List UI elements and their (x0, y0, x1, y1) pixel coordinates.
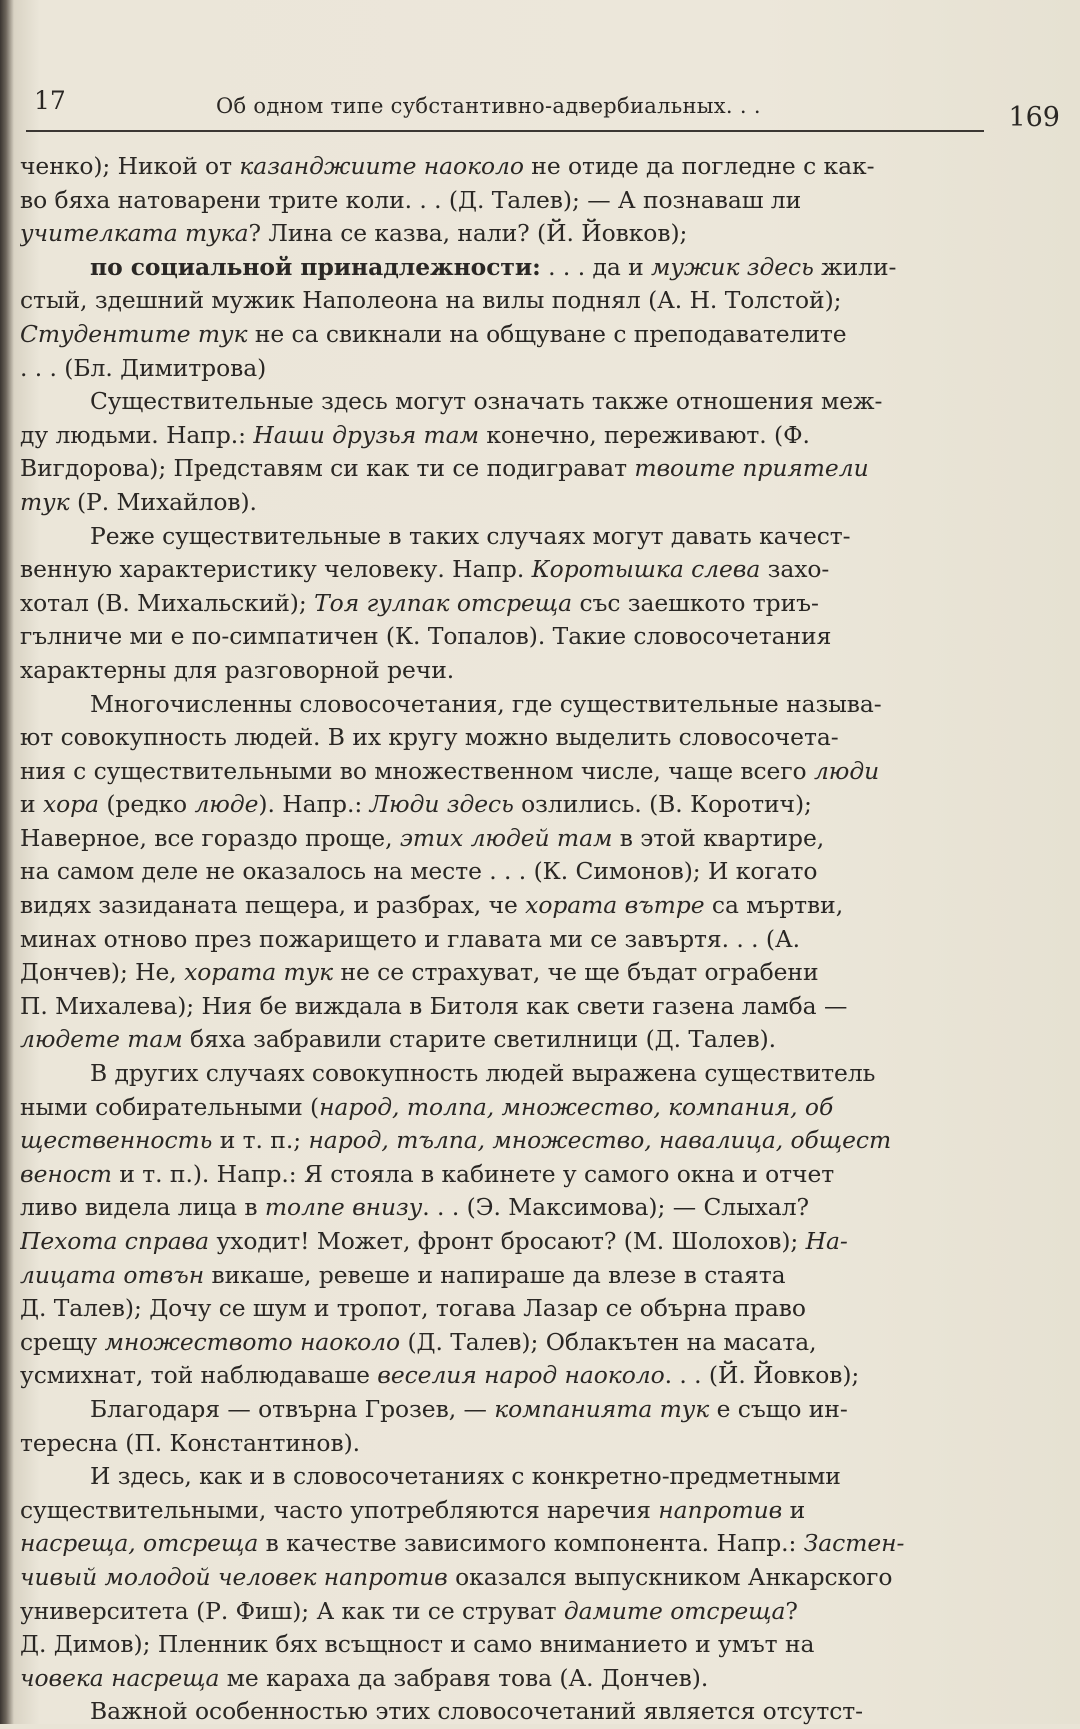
text-line (20, 1494, 980, 1528)
text-line (20, 855, 980, 889)
text-line (20, 1191, 980, 1225)
text-line (20, 452, 980, 486)
text-line (20, 419, 980, 453)
text-line (20, 1225, 980, 1259)
text-run: ными собирательными ( (20, 1092, 320, 1121)
text-line (20, 1158, 980, 1192)
text-run: Важной особенностью этих словосочетаний является отсутст- (90, 1697, 864, 1726)
text-run: не се страхуват, че ще бъдат ограбени (333, 958, 819, 987)
text-line (20, 385, 980, 419)
text-run: венную характеристику человеку. Напр. (20, 555, 532, 584)
italic-example: твоите приятели (634, 454, 869, 483)
text-line (20, 1091, 980, 1125)
text-run: В других случаях совокупность людей выражена существитель (90, 1059, 876, 1088)
text-run: ют совокупность людей. В их кругу можно выделить словосочета- (20, 723, 839, 752)
text-line (20, 889, 980, 923)
header-left-number: 17 (34, 86, 66, 115)
text-line (20, 1460, 980, 1494)
text-run: на самом деле не оказалось на месте . . . (К. Симонов); И когато (20, 857, 818, 886)
text-line (20, 1124, 980, 1158)
text-run: во бяха натоварени трите коли. . . (Д. Талев); — А познаваш ли (20, 185, 802, 214)
text-run: . . . (Бл. Димитрова) (20, 353, 267, 382)
text-line (20, 654, 980, 688)
italic-example: народ, тълпа, множество, навалица, общест (308, 1126, 892, 1155)
text-run: уходит! Может, фронт бросают? (М. Шолохов); (209, 1227, 806, 1255)
text-run: усмихнат, той наблюдаваше (20, 1361, 378, 1390)
text-run: . . . (Й. Йовков); (664, 1361, 860, 1390)
text-line (20, 486, 980, 520)
italic-example: веселия народ наоколо (377, 1361, 665, 1390)
italic-example: хората тук (184, 958, 334, 987)
body-text (20, 150, 980, 1729)
text-run: срещу (20, 1327, 105, 1356)
text-line (20, 587, 980, 621)
text-run: са мъртви, (704, 891, 844, 920)
text-run: е също ин- (709, 1394, 848, 1423)
text-line (20, 1662, 980, 1696)
text-run: видях зазиданата пещера, и разбрах, че (20, 891, 526, 920)
text-run: ду людьми. Напр.: (20, 420, 254, 449)
text-line (20, 352, 980, 386)
text-line (20, 553, 980, 587)
italic-example: Наши друзья там (253, 420, 479, 449)
text-run: (Р. Михайлов). (69, 487, 257, 516)
text-line (20, 1527, 980, 1561)
text-run: и т. п.). Напр.: Я стояла в кабинете у самого окна и отчет (111, 1159, 835, 1188)
text-run: не са свикнали на общуване с преподавателите (247, 319, 847, 348)
text-line (20, 217, 980, 251)
text-line (20, 520, 980, 554)
text-run: Дончев); Не, (20, 958, 185, 987)
text-run: существительными, часто употребляются наречия (20, 1495, 659, 1524)
text-run: тересна (П. Константинов). (20, 1428, 361, 1457)
italic-example: Люди здесь (369, 790, 514, 819)
italic-example: Коротышка слева (531, 555, 761, 584)
italic-example: люди (813, 756, 880, 785)
italic-example: казанджиите наоколо (239, 152, 524, 180)
text-run: (Д. Талев); Облакътен на масата, (400, 1327, 817, 1356)
italic-example: народ, толпа, множество, компания, об (319, 1092, 834, 1121)
text-line (20, 251, 980, 285)
italic-example: Студентите тук (20, 319, 248, 348)
italic-example: чивый молодой человек напротив (20, 1562, 448, 1591)
text-run: П. Михалева); Ния бе виждала в Битоля как свети газена ламба — (20, 991, 848, 1020)
text-line (20, 688, 980, 722)
running-header (26, 80, 1060, 133)
italic-example: Пехота справа (20, 1227, 210, 1255)
text-line (20, 1595, 980, 1629)
text-line (20, 990, 980, 1024)
text-run: Д. Талев); Дочу се шум и тропот, тогава Лазар се обърна право (20, 1294, 806, 1323)
text-line (20, 923, 980, 957)
text-run: викаше, ревеше и напираше да влезе в стаята (204, 1260, 786, 1289)
text-run: ? (785, 1596, 798, 1625)
text-line (20, 1561, 980, 1595)
text-run: ме караха да забравя това (А. Дончев). (219, 1663, 709, 1692)
text-run: бяха забравили старите светилници (Д. Талев). (182, 1025, 777, 1054)
text-line (20, 822, 980, 856)
text-line (20, 956, 980, 990)
running-title: Об одном типе субстантивно-адвербиальных. . . (216, 94, 761, 118)
text-run: . . . да и (540, 252, 652, 281)
text-run: гълниче ми е по-симпатичен (К. Топалов). Такие словосочетания (20, 622, 832, 651)
text-run: минах отново през пожарището и главата ми се завъртя. . . (А. (20, 924, 801, 953)
text-line (20, 1628, 980, 1662)
text-run: озлились. (В. Коротич); (513, 790, 812, 819)
italic-example: учителката тука (20, 219, 249, 248)
text-run: конечно, переживают. (Ф. (478, 420, 810, 449)
text-run: Благодаря — отвърна Грозев, — (90, 1394, 495, 1423)
text-line (20, 788, 980, 822)
text-line (20, 1023, 980, 1057)
italic-example: мужик здесь (651, 252, 814, 281)
italic-example: людете там (20, 1025, 183, 1054)
text-line (20, 1057, 980, 1091)
italic-example: множеството наоколо (104, 1327, 401, 1356)
text-run: със заешкото триъ- (572, 588, 819, 617)
text-run: и т. п.; (212, 1126, 309, 1155)
text-run: Д. Димов); Пленник бях всъщност и само вниманието и умът на (20, 1630, 815, 1659)
text-run: хотал (В. Михальский); (20, 588, 315, 617)
italic-example: дамите отсреща (563, 1596, 786, 1625)
text-line (20, 755, 980, 789)
text-run: и (20, 790, 43, 819)
italic-example: лицата отвън (20, 1260, 205, 1289)
text-run: не отиде да погледне с как- (523, 152, 875, 180)
text-line (20, 1326, 980, 1360)
text-run: оказался выпускником Анкарского (447, 1562, 893, 1591)
italic-example: веност (20, 1159, 112, 1188)
text-line (20, 1427, 980, 1461)
italic-example: хората вътре (525, 891, 705, 920)
text-run: жили- (813, 252, 897, 281)
italic-example: толпе внизу (264, 1193, 423, 1222)
text-run: стый, здешний мужик Наполеона на вилы поднял (А. Н. Толстой); (20, 286, 842, 315)
text-run: характерны для разговорной речи. (20, 655, 455, 684)
italic-example: напротив (658, 1495, 783, 1524)
text-run: университета (Р. Фиш); А как ти се струват (20, 1596, 564, 1625)
text-run: Вигдорова); Представям си как ти се подиграват (20, 454, 635, 483)
italic-example: хора (42, 790, 99, 819)
text-run: И здесь, как и в словосочетаниях с конкретно-предметными (90, 1462, 841, 1491)
italic-example: этих людей там (399, 823, 613, 852)
text-line (20, 620, 980, 654)
text-line (20, 318, 980, 352)
text-run: ? Лина се казва, нали? (Й. Йовков); (248, 219, 688, 248)
italic-example: На- (805, 1227, 848, 1255)
text-run: ливо видела лица в (20, 1193, 265, 1222)
italic-example: люде (194, 790, 259, 819)
text-run: и (782, 1495, 806, 1524)
text-run: Наверное, все гораздо проще, (20, 823, 400, 852)
italic-example: човека насреща (20, 1663, 220, 1692)
text-run: в качестве зависимого компонента. Напр.: (258, 1529, 804, 1558)
text-run: захо- (760, 555, 830, 584)
page-number: 169 (1008, 102, 1060, 133)
text-line (20, 1359, 980, 1393)
text-run: ния с существительными во множественном числе, чаще всего (20, 756, 814, 785)
italic-example: Тоя гулпак отсреща (314, 588, 573, 617)
text-line (20, 721, 980, 755)
text-run: в этой квартире, (612, 823, 825, 852)
text-run: (редко (98, 790, 195, 819)
italic-example: тук (20, 487, 70, 516)
text-run: . . . (Э. Максимова); — Слыхал? (422, 1193, 810, 1222)
text-line (20, 1292, 980, 1326)
text-line (20, 284, 980, 318)
italic-example: щественность (20, 1126, 213, 1155)
text-run: Существительные здесь могут означать также отношения меж- (90, 387, 883, 416)
italic-example: компанията тук (494, 1394, 710, 1423)
text-line (20, 150, 980, 184)
bold-heading: по социальной принадлежности: (90, 252, 541, 281)
text-run: Многочисленны словосочетания, где существительные называ- (90, 689, 882, 718)
text-run: ). Напр.: (258, 790, 370, 819)
text-line (20, 1259, 980, 1293)
text-line (20, 1393, 980, 1427)
text-run: ченко); Никой от (20, 152, 240, 180)
italic-example: Застен- (803, 1529, 905, 1558)
text-line (20, 184, 980, 218)
text-run: Реже существительные в таких случаях могут давать качест- (90, 521, 851, 550)
italic-example: насреща, отсреща (20, 1529, 259, 1558)
